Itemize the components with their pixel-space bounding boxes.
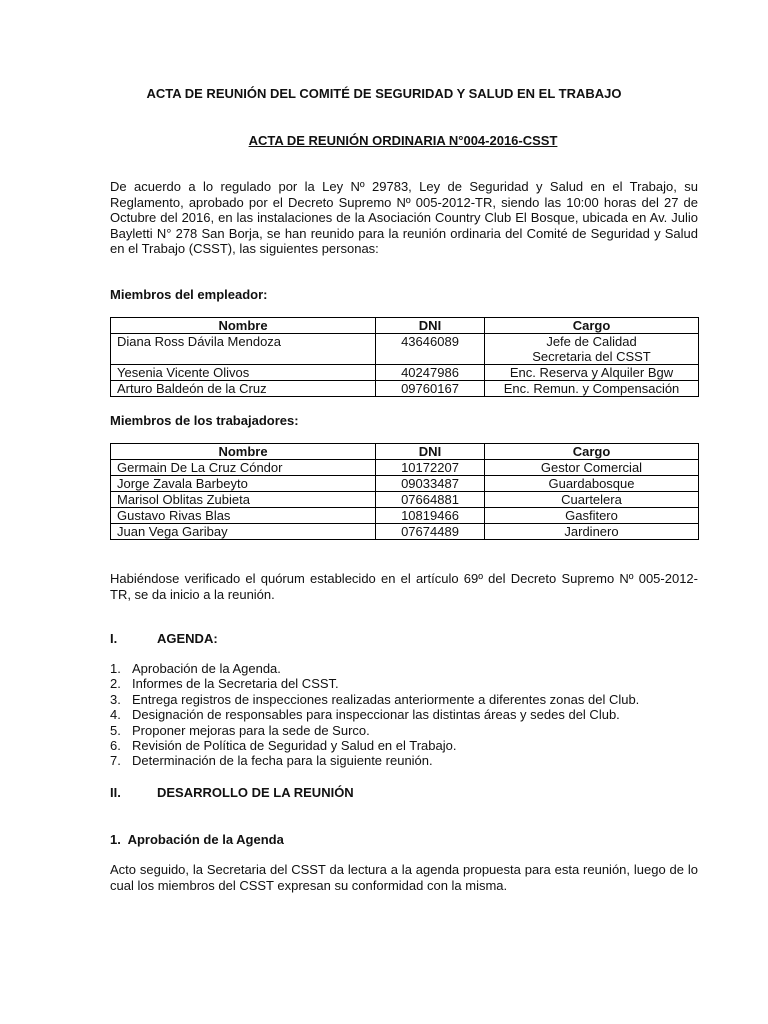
list-item-text: Revisión de Política de Seguridad y Salud en el Trabajo.	[132, 738, 457, 754]
column-header-role: Cargo	[485, 318, 699, 334]
list-item-number: 1.	[110, 661, 121, 676]
member-name: Marisol Oblitas Zubieta	[111, 492, 376, 508]
table-row	[111, 492, 699, 508]
employer-members-table	[110, 317, 699, 397]
list-item-text: Entrega registros de inspecciones realizadas anteriormente a diferentes zonas del Club.	[132, 691, 640, 707]
list-item	[110, 676, 710, 691]
member-name: Arturo Baldeón de la Cruz	[111, 381, 376, 397]
list-item-text: Designación de responsables para inspeccionar las distintas áreas y sedes del Club.	[132, 707, 620, 723]
member-role: Guardabosque	[485, 476, 699, 492]
list-item-number: 7.	[110, 753, 121, 769]
list-item-number: 4.	[110, 707, 121, 723]
subsection-heading: 1. Aprobación de la Agenda	[110, 832, 284, 847]
list-item	[110, 753, 710, 768]
list-item	[110, 692, 710, 707]
member-name: Gustavo Rivas Blas	[111, 508, 376, 524]
member-dni: 09760167	[376, 381, 485, 397]
member-role	[485, 334, 699, 365]
member-name: Yesenia Vicente Olivos	[111, 365, 376, 381]
table-header-row	[111, 444, 699, 460]
list-item	[110, 661, 710, 676]
member-role-line: Jefe de Calidad	[546, 334, 637, 349]
member-name: Jorge Zavala Barbeyto	[111, 476, 376, 492]
list-item-number: 6.	[110, 738, 121, 754]
member-role: Cuartelera	[485, 492, 699, 508]
employer-members-heading: Miembros del empleador:	[110, 287, 268, 302]
column-header-name: Nombre	[111, 444, 376, 460]
column-header-dni: DNI	[376, 318, 485, 334]
list-item-number: 2.	[110, 676, 121, 692]
column-header-dni: DNI	[376, 444, 485, 460]
table-row	[111, 365, 699, 381]
worker-members-heading: Miembros de los trabajadores:	[110, 413, 299, 428]
member-dni: 40247986	[376, 365, 485, 381]
intro-paragraph: De acuerdo a lo regulado por la Ley Nº 29783, Ley de Seguridad y Salud en el Trabajo, su Reglamento, aprobado por el Decreto Supremo Nº 005-2012-TR, siendo las 10:00 horas del 27 de Octubre del 2016, en las instalaciones de la Asociación Country Club El Bosque, ubicada en Av. Julio Bayletti N° 278 San Borja, se han reunido para la reunión ordinaria del Comité de Seguridad y Salud en el Trabajo (CSST), las siguientes personas:	[110, 179, 698, 257]
table-row	[111, 460, 699, 476]
column-header-name: Nombre	[111, 318, 376, 334]
member-dni: 07664881	[376, 492, 485, 508]
member-dni: 43646089	[376, 334, 485, 365]
table-header-row	[111, 318, 699, 334]
section-title-agenda: AGENDA:	[157, 631, 218, 646]
section-number: II.	[110, 785, 121, 800]
worker-members-table	[110, 443, 699, 540]
member-name: Juan Vega Garibay	[111, 524, 376, 540]
member-name: Diana Ross Dávila Mendoza	[111, 334, 376, 365]
member-role: Gestor Comercial	[485, 460, 699, 476]
list-item-text: Determinación de la fecha para la siguiente reunión.	[132, 753, 433, 769]
document-title: ACTA DE REUNIÓN DEL COMITÉ DE SEGURIDAD Y SALUD EN EL TRABAJO	[146, 86, 622, 101]
list-item-text: Proponer mejoras para la sede de Surco.	[132, 722, 370, 738]
list-item	[110, 707, 710, 722]
table-row	[111, 476, 699, 492]
table-row	[111, 381, 699, 397]
member-role: Jardinero	[485, 524, 699, 540]
member-dni: 10819466	[376, 508, 485, 524]
table-row	[111, 508, 699, 524]
table-row	[111, 524, 699, 540]
member-role: Enc. Reserva y Alquiler Bgw	[485, 365, 699, 381]
member-name: Germain De La Cruz Cóndor	[111, 460, 376, 476]
list-item	[110, 723, 710, 738]
list-item-number: 5.	[110, 722, 121, 738]
table-row	[111, 334, 699, 365]
member-dni: 07674489	[376, 524, 485, 540]
member-role: Gasfitero	[485, 508, 699, 524]
section-number: I.	[110, 631, 118, 646]
document-subtitle: ACTA DE REUNIÓN ORDINARIA N°004-2016-CSST	[248, 133, 558, 148]
member-role-line: Secretaria del CSST	[532, 349, 651, 364]
list-item-number: 3.	[110, 691, 121, 707]
member-dni: 10172207	[376, 460, 485, 476]
member-dni: 09033487	[376, 476, 485, 492]
section-title-development: DESARROLLO DE LA REUNIÓN	[157, 785, 354, 800]
column-header-role: Cargo	[485, 444, 699, 460]
quorum-paragraph: Habiéndose verificado el quórum establecido en el artículo 69º del Decreto Supremo Nº 005-2012-TR, se da inicio a la reunión.	[110, 571, 698, 602]
list-item-text: Informes de la Secretaria del CSST.	[132, 676, 339, 692]
list-item-text: Aprobación de la Agenda.	[132, 661, 281, 676]
list-item	[110, 738, 710, 753]
member-role: Enc. Remun. y Compensación	[485, 381, 699, 397]
closing-paragraph: Acto seguido, la Secretaria del CSST da lectura a la agenda propuesta para esta reunión, luego de lo cual los miembros del CSST expresan su conformidad con la misma.	[110, 862, 698, 893]
agenda-list	[110, 661, 710, 769]
